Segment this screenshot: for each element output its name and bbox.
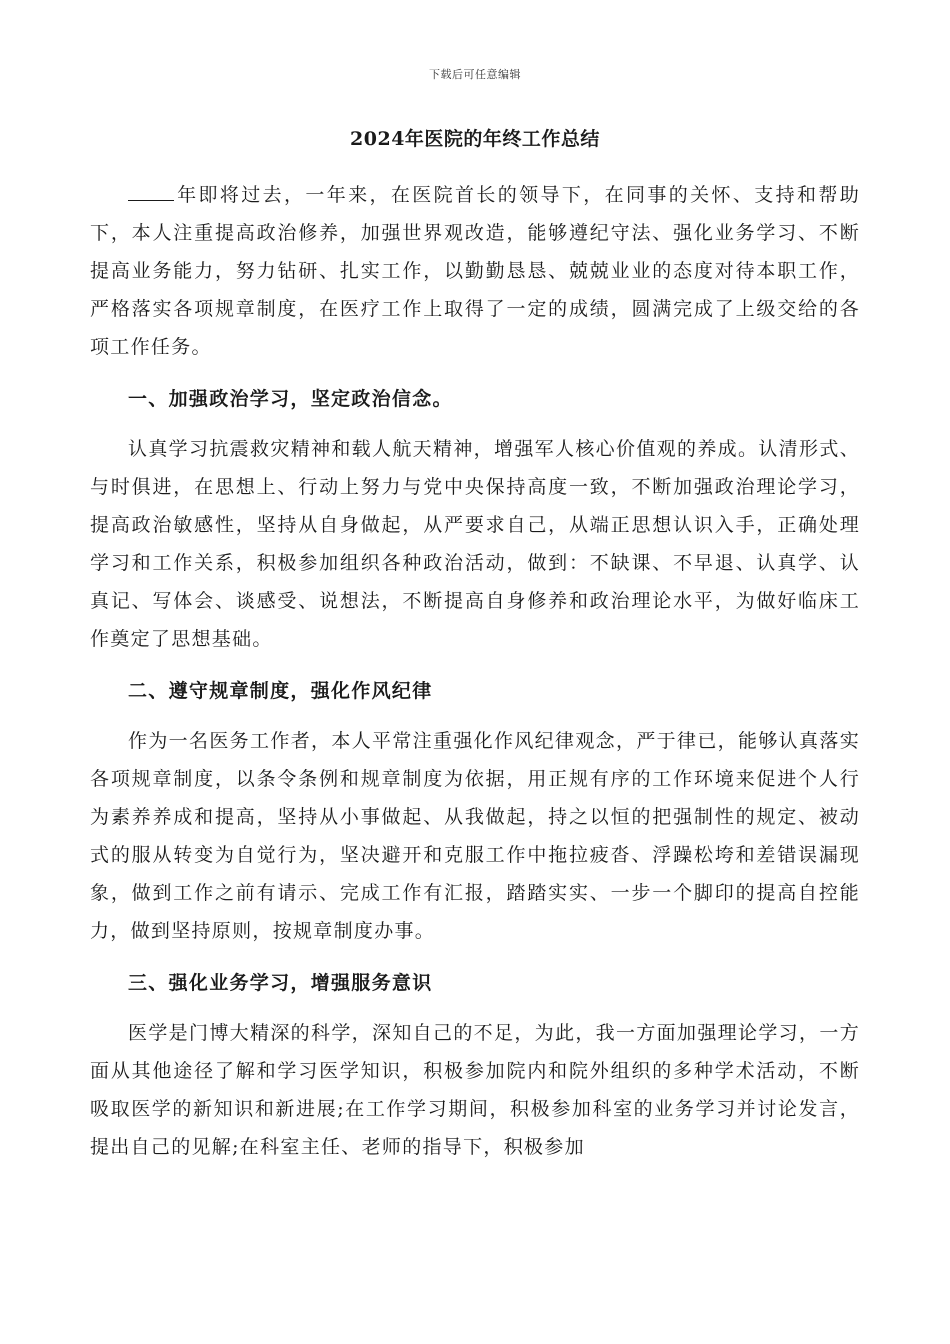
section-heading-2: 二、遵守规章制度，强化作风纪律 xyxy=(128,680,433,702)
section-body-2: 作为一名医务工作者，本人平常注重强化作风纪律观念，严于律已，能够认真落实各项规章制度，以条令条例和规章制度为依据，用正规有序的工作环境来促进个人行为素养养成和提高，坚持从小事做起、从我做起，持之以恒的把强制性的规定、被动式的服从转变为自觉行为，坚决避开和克服工作中拖拉疲沓、浮躁松垮和差错误漏现象，做到工作之前有请示、完成工作有汇报，踏踏实实、一步一个脚印的提高自控能力，做到坚持原则，按规章制度办事。 xyxy=(90,730,860,942)
document-title: 2024年医院的年终工作总结 xyxy=(350,128,600,150)
section-heading-3: 三、强化业务学习，增强服务意识 xyxy=(128,972,433,994)
intro-paragraph xyxy=(90,176,860,366)
blank-fill-line xyxy=(128,182,174,201)
section-heading-1: 一、加强政治学习，坚定政治信念。 xyxy=(128,388,453,410)
document-body xyxy=(90,176,860,1166)
intro-text: 年即将过去，一年来，在医院首长的领导下，在同事的关怀、支持和帮助下，本人注重提高政治修养，加强世界观改造，能够遵纪守法、强化业务学习、不断提高业务能力，努力钻研、扎实工作，以勤勤恳恳、兢兢业业的态度对待本职工作，严格落实各项规章制度，在医疗工作上取得了一定的成绩，圆满完成了上级交给的各项工作任务。 xyxy=(90,184,860,358)
section-body-1: 认真学习抗震救灾精神和载人航天精神，增强军人核心价值观的养成。认清形式、与时俱进，在思想上、行动上努力与党中央保持高度一致，不断加强政治理论学习，提高政治敏感性，坚持从自身做起，从严要求自己，从端正思想认识入手，正确处理学习和工作关系，积极参加组织各种政治活动，做到：不缺课、不早退、认真学、认真记、写体会、谈感受、说想法，不断提高自身修养和政治理论水平，为做好临床工作奠定了思想基础。 xyxy=(90,438,860,650)
header-note: 下载后可任意编辑 xyxy=(429,68,521,81)
section-body-3: 医学是门博大精深的科学，深知自己的不足，为此，我一方面加强理论学习，一方面从其他途径了解和学习医学知识，积极参加院内和院外组织的多种学术活动，不断吸取医学的新知识和新进展;在工作学习期间，积极参加科室的业务学习并讨论发言，提出自己的见解;在科室主任、老师的指导下，积极参加 xyxy=(90,1022,860,1158)
